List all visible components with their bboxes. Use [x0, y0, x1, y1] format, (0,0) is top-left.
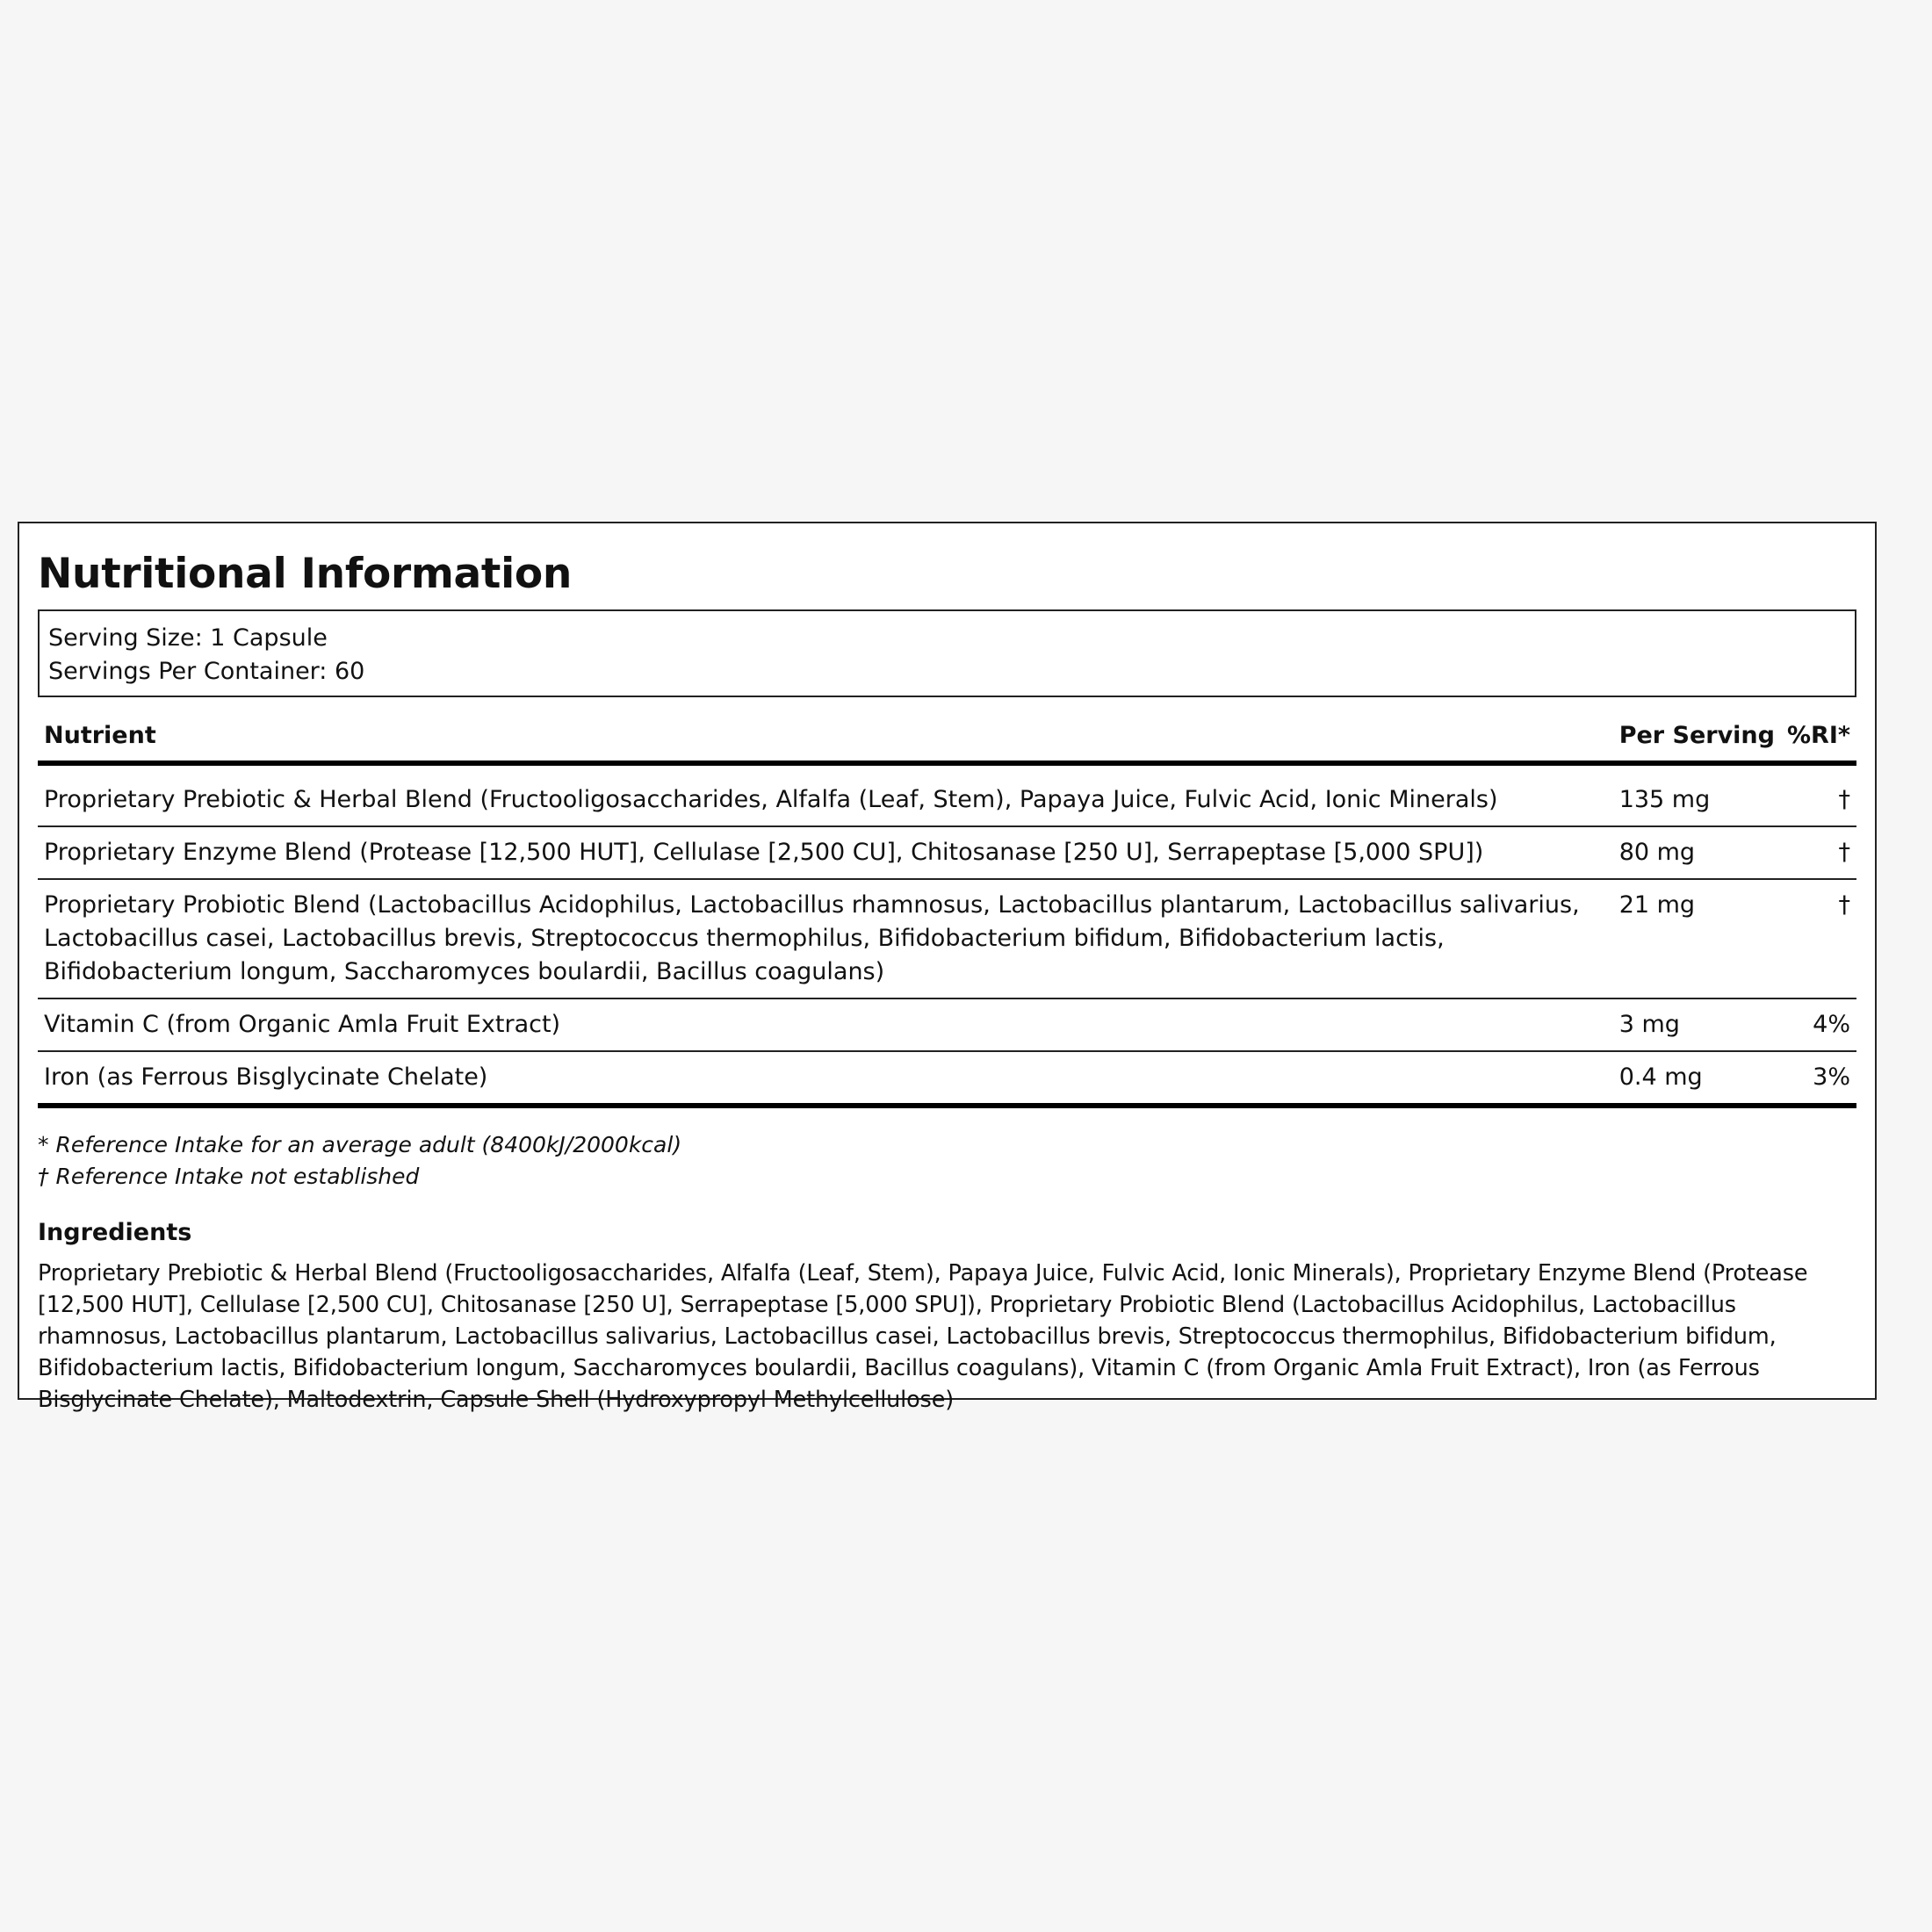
table-row — [38, 1051, 1856, 1106]
footnotes — [38, 1129, 1856, 1193]
nutrient-ri: 3% — [1781, 1051, 1856, 1106]
table-header-row — [38, 710, 1856, 763]
header-nutrient: Nutrient — [38, 710, 1613, 763]
nutrient-amount: 80 mg — [1613, 826, 1781, 879]
footnote-dagger: † Reference Intake not established — [38, 1164, 420, 1189]
nutrient-name: Vitamin C (from Organic Amla Fruit Extract) — [38, 998, 1613, 1051]
ingredients-text: Proprietary Prebiotic & Herbal Blend (Fructooligosaccharides, Alfalfa (Leaf, Stem), Papaya Juice, Fulvic Acid, Ionic Minerals), Proprietary Enzyme Blend (Protease [12,500 HUT], Cellulase [2,500 CU], Chitosanase [250 U], Serrapeptase [5,000 SPU]), Proprietary Probiotic Blend (Lactobacillus Acidophilus, Lactobacillus rhamnosus, Lactobacillus plantarum, Lactobacillus salivarius, Lactobacillus casei, Lactobacillus brevis, Streptococcus thermophilus, Bifidobacterium bifidum, Bifidobacterium lactis, Bifidobacterium longum, Saccharomyces boulardii, Bacillus coagulans), Vitamin C (from Organic Amla Fruit Extract), Iron (as Ferrous Bisglycinate Chelate), Maltodextrin, Capsule Shell (Hydroxypropyl Methylcellulose) — [38, 1260, 1808, 1413]
nutrient-amount: 21 mg — [1613, 879, 1781, 998]
nutrient-ri: † — [1781, 826, 1856, 879]
table-row — [38, 763, 1856, 826]
servings-per-container: Servings Per Container: 60 — [48, 658, 365, 685]
nutrient-ri: 4% — [1781, 998, 1856, 1051]
table-row — [38, 998, 1856, 1051]
nutrient-amount: 3 mg — [1613, 998, 1781, 1051]
nutrient-name: Proprietary Enzyme Blend (Protease [12,500 HUT], Cellulase [2,500 CU], Chitosanase [250 U], Serrapeptase [5,000 SPU]) — [38, 826, 1613, 879]
footnote-ri: * Reference Intake for an average adult (8400kJ/2000kcal) — [38, 1132, 682, 1157]
panel-title: Nutritional Information — [38, 550, 573, 598]
ingredients-heading: Ingredients — [38, 1219, 192, 1246]
serving-info-box — [38, 609, 1856, 697]
nutrient-table — [38, 710, 1856, 1108]
nutrient-name: Proprietary Probiotic Blend (Lactobacillus Acidophilus, Lactobacillus rhamnosus, Lactobacillus plantarum, Lactobacillus salivarius, Lactobacillus casei, Lactobacillus brevis, Streptococcus thermophilus, Bifidobacterium bifidum, Bifidobacterium lactis, Bifidobacterium longum, Saccharomyces boulardii, Bacillus coagulans) — [38, 879, 1613, 998]
table-row — [38, 826, 1856, 879]
nutrient-name: Iron (as Ferrous Bisglycinate Chelate) — [38, 1051, 1613, 1106]
nutrition-panel — [18, 522, 1877, 1413]
nutrient-name: Proprietary Prebiotic & Herbal Blend (Fructooligosaccharides, Alfalfa (Leaf, Stem), Papaya Juice, Fulvic Acid, Ionic Minerals) — [38, 763, 1613, 826]
header-ri: %RI* — [1781, 710, 1856, 763]
table-row — [38, 879, 1856, 998]
serving-size: Serving Size: 1 Capsule — [48, 624, 328, 652]
nutrient-ri: † — [1781, 879, 1856, 998]
nutrient-ri: † — [1781, 763, 1856, 826]
nutrient-amount: 135 mg — [1613, 763, 1781, 826]
header-per-serving: Per Serving — [1613, 710, 1781, 763]
nutrient-amount: 0.4 mg — [1613, 1051, 1781, 1106]
